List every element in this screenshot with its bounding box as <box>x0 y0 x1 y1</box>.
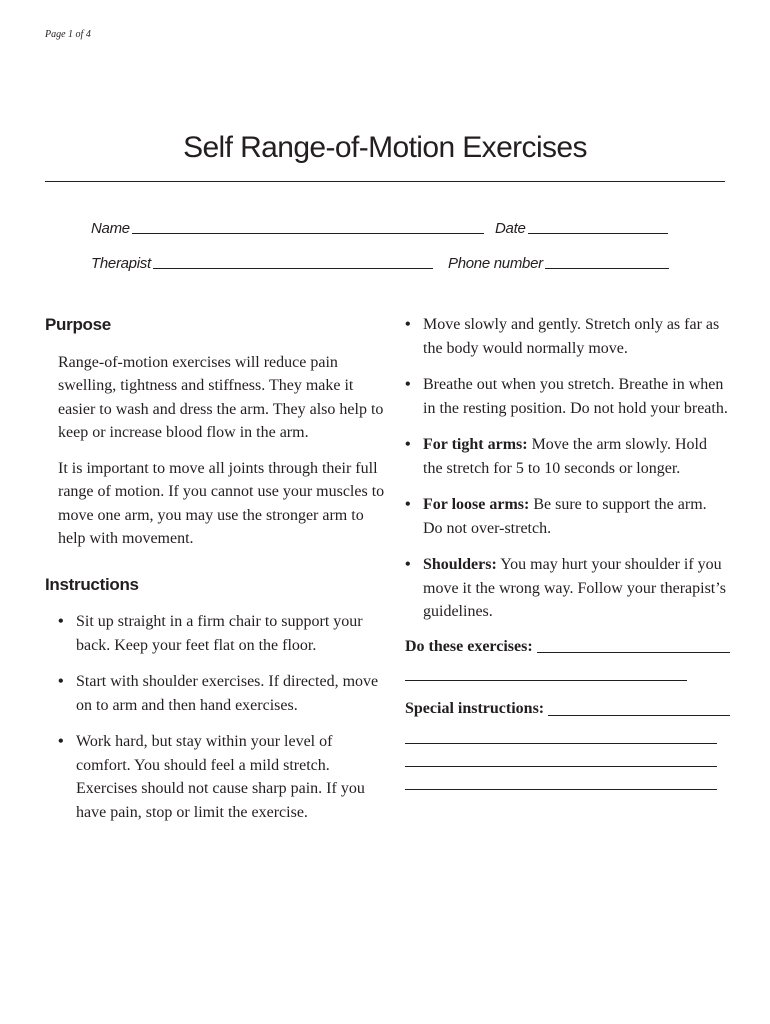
bullet-icon: • <box>405 376 411 393</box>
list-item <box>405 553 730 624</box>
bullet-icon: • <box>405 496 411 513</box>
do-exercises-blank[interactable] <box>405 680 687 681</box>
phone-blank[interactable] <box>545 268 669 269</box>
list-item-text: Work hard, but stay within your level of comfort. You should feel a mild stretch. Exercises should not cause sharp pain. If you have pain, stop or limit the exercise. <box>76 733 365 821</box>
phone-label: Phone number <box>448 255 543 272</box>
therapist-blank[interactable] <box>153 268 433 269</box>
list-item-text: You may hurt your shoulder if you move it the wrong way. Follow your therapist’s guidelines. <box>423 556 726 620</box>
list-item-text: Move slowly and gently. Stretch only as far as the body would normally move. <box>423 316 720 357</box>
do-exercises-field[interactable] <box>405 635 730 682</box>
list-item-text: Sit up straight in a firm chair to support your back. Keep your feet flat on the floor. <box>76 613 363 654</box>
special-instructions-label: Special instructions: <box>405 700 545 717</box>
list-item-bold: Shoulders: <box>423 556 497 573</box>
bullet-icon: • <box>58 613 64 630</box>
right-column <box>405 313 730 790</box>
list-item <box>58 670 390 717</box>
do-exercises-label: Do these exercises: <box>405 637 533 655</box>
left-column <box>45 313 390 837</box>
title-divider <box>45 181 725 182</box>
therapist-field[interactable] <box>91 255 433 272</box>
special-instructions-blank[interactable] <box>405 789 717 790</box>
name-blank[interactable] <box>132 233 484 234</box>
list-item <box>405 313 730 360</box>
date-label: Date <box>495 220 526 237</box>
name-label: Name <box>91 220 130 237</box>
list-item <box>405 373 730 420</box>
list-item-text: Breathe out when you stretch. Breathe in when in the resting position. Do not hold your breath. <box>423 376 728 417</box>
special-instructions-blank[interactable] <box>405 743 717 744</box>
instructions-heading: Instructions <box>45 574 139 594</box>
bullet-icon: • <box>405 316 411 333</box>
bullet-icon: • <box>58 673 64 690</box>
therapist-label: Therapist <box>91 255 151 272</box>
name-field[interactable] <box>91 220 484 237</box>
list-item <box>405 433 730 480</box>
date-blank[interactable] <box>528 233 668 234</box>
list-item-text: Be sure to support the arm. Do not over-stretch. <box>423 496 707 537</box>
list-item <box>58 730 390 824</box>
bullet-icon: • <box>405 436 411 453</box>
list-item-text: Start with shoulder exercises. If directed, move on to arm and then hand exercises. <box>76 673 379 714</box>
list-item <box>58 610 390 657</box>
list-item <box>405 493 730 540</box>
special-instructions-blank[interactable] <box>548 715 730 716</box>
purpose-heading: Purpose <box>45 315 111 334</box>
date-field[interactable] <box>495 220 668 237</box>
purpose-paragraph: Range-of-motion exercises will reduce pain swelling, tightness and stiffness. They make it easier to wash and dress the arm. They also help to keep or increase blood flow in the arm. <box>58 353 384 441</box>
do-exercises-blank[interactable] <box>537 652 730 653</box>
list-item-text: Move the arm slowly. Hold the stretch for 5 to 10 seconds or longer. <box>423 436 707 477</box>
special-instructions-field[interactable] <box>405 697 730 790</box>
guidelines-list <box>405 313 730 624</box>
list-item-bold: For loose arms: <box>423 496 530 513</box>
page-title: Self Range-of-Motion Exercises <box>183 131 587 164</box>
instructions-list <box>58 610 390 824</box>
special-instructions-blank[interactable] <box>405 766 717 767</box>
phone-field[interactable] <box>448 255 669 272</box>
bullet-icon: • <box>58 733 64 750</box>
page-number: Page 1 of 4 <box>45 29 91 40</box>
list-item-bold: For tight arms: <box>423 436 528 453</box>
purpose-paragraph: It is important to move all joints through their full range of motion. If you cannot use your muscles to move one arm, you may use the stronger arm to help with movement. <box>58 459 385 547</box>
bullet-icon: • <box>405 556 411 573</box>
